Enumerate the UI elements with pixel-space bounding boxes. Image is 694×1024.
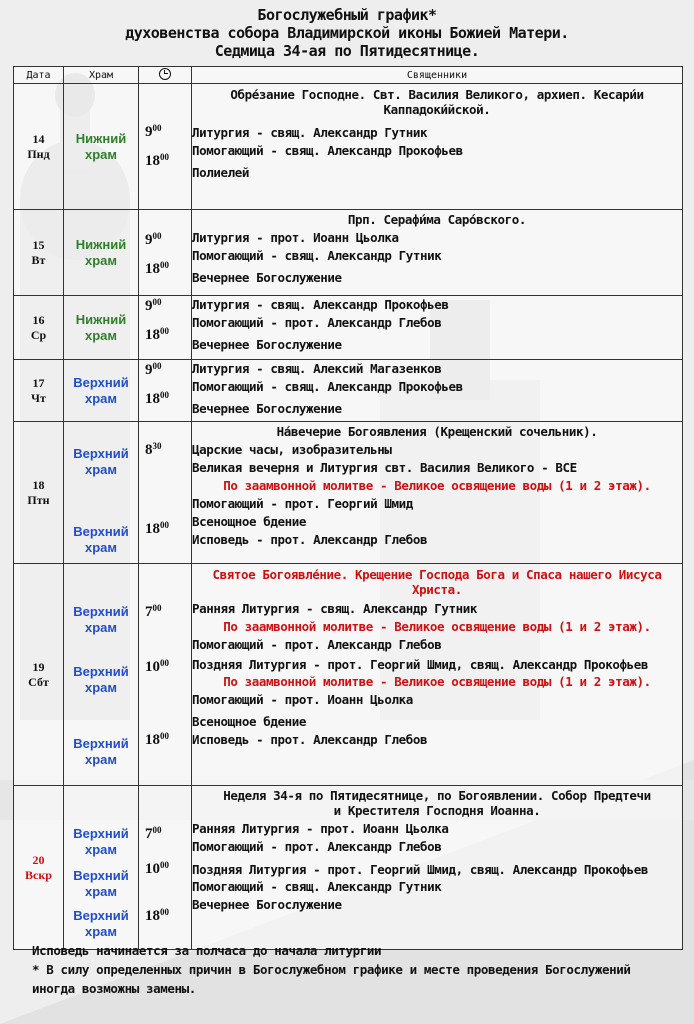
- hram-cell: [64, 84, 139, 210]
- changes-note: * В силу определенных причин в Богослужебном графике и месте проведения Богослужений иногда возможны замены.: [32, 962, 631, 996]
- weekday: Вт: [31, 252, 46, 267]
- date-cell: [14, 422, 64, 564]
- time-3: $18^{00}$: [145, 907, 169, 924]
- feast-title: На́вечерие Богоявления (Крещенский сочельник).: [276, 424, 598, 439]
- water-blessing-note: По заамвонной молитве - Великое освящение воды (1 и 2 этаж).: [223, 478, 651, 493]
- feast-title: Святое Богоявле́ние. Крещение Господа Бога и Спаса нашего Иисуса Христа.: [212, 567, 662, 597]
- service-line: Литургия - свящ. Алексий Магазенков: [192, 361, 442, 376]
- hram-cell: [64, 210, 139, 296]
- hram-cell: [64, 564, 139, 786]
- service-line: Помогающий - прот. Александр Глебов: [192, 839, 442, 854]
- hram-cell: [64, 296, 139, 360]
- date-cell: [14, 360, 64, 422]
- time-1: $7^{00}$: [145, 603, 162, 620]
- clergy-cell: [192, 422, 683, 564]
- hram-label: Верхний храм: [73, 446, 129, 477]
- service-line: Ранняя Литургия - свящ. Александр Гутник: [192, 601, 478, 616]
- hram-label: Нижний храм: [75, 130, 127, 162]
- hram-cell: [64, 360, 139, 422]
- weekday: Пнд: [27, 146, 50, 161]
- service-line: Помогающий - свящ. Александр Гутник: [192, 248, 442, 263]
- hram-label: Верхний храм: [73, 374, 129, 406]
- time-1: $7^{00}$: [145, 825, 162, 842]
- water-blessing-note: По заамвонной молитве - Великое освящение воды (1 и 2 этаж).: [223, 619, 651, 634]
- weekday: Сбт: [28, 674, 49, 689]
- clergy-cell: [192, 296, 683, 360]
- footer-notes: [32, 941, 672, 998]
- service-line: Великая вечерня и Литургия свт. Василия Великого - ВСЕ: [192, 460, 577, 475]
- service-line: Литургия - прот. Иоанн Цьолка: [192, 230, 399, 245]
- service-line: Всенощное бдение: [192, 514, 307, 529]
- time-1: $8^{30}$: [145, 441, 162, 458]
- day-number: 17: [32, 375, 45, 390]
- time-2: $10^{00}$: [145, 658, 169, 675]
- service-line: Вечернее Богослужение: [192, 270, 342, 285]
- day-row-17: [14, 360, 683, 422]
- time-cell: [139, 210, 192, 296]
- hram-cell: [64, 422, 139, 564]
- service-line: Литургия - свящ. Александр Гутник: [192, 125, 428, 140]
- time-2: $18^{00}$: [145, 520, 169, 537]
- service-line: Вечернее Богослужение: [192, 337, 342, 352]
- service-line: Исповедь - прот. Александр Глебов: [192, 732, 428, 747]
- schedule-table: [13, 66, 683, 950]
- date-cell: [14, 210, 64, 296]
- service-line: Ранняя Литургия - прот. Иоанн Цьолка: [192, 821, 449, 836]
- weekday: Чт: [31, 390, 46, 405]
- clergy-cell: [192, 564, 683, 786]
- weekday: Ср: [30, 327, 47, 342]
- time-cell: [139, 564, 192, 786]
- time-cell: [139, 422, 192, 564]
- time-cell: [139, 296, 192, 360]
- col-date: Дата: [14, 67, 64, 84]
- col-hram: Храм: [64, 67, 139, 84]
- service-line: Поздняя Литургия - прот. Георгий Шмид, свящ. Александр Прокофьев: [192, 862, 649, 877]
- hram-label: Верхний храм: [73, 736, 129, 767]
- service-line: Царские часы, изобразительны: [192, 442, 392, 457]
- service-line: Поздняя Литургия - прот. Георгий Шмид, свящ. Александр Прокофьев: [192, 657, 649, 672]
- clergy-cell: [192, 84, 683, 210]
- time-1: $9^{00}$: [145, 123, 162, 140]
- day-row-20: [14, 786, 683, 950]
- service-line: Помогающий - свящ. Александр Прокофьев: [192, 143, 463, 158]
- day-row-16: [14, 296, 683, 360]
- date-cell: [14, 296, 64, 360]
- title-line-1: Богослужебный график*: [257, 6, 437, 24]
- col-time: [139, 67, 192, 84]
- service-line: Всенощное бдение: [192, 714, 307, 729]
- weekday: Вскр: [25, 867, 52, 882]
- clergy-cell: [192, 210, 683, 296]
- clergy-cell: [192, 360, 683, 422]
- document-title: [0, 0, 694, 60]
- table-header-row: [14, 67, 683, 84]
- col-clergy: Священники: [192, 67, 683, 84]
- time-2: $18^{00}$: [145, 390, 169, 407]
- service-line: Помогающий - прот. Александр Глебов: [192, 315, 442, 330]
- hram-label: Нижний храм: [75, 236, 127, 268]
- clock-icon: [159, 68, 171, 80]
- service-line: Вечернее Богослужение: [192, 897, 342, 912]
- hram-label: Верхний храм: [73, 664, 129, 695]
- day-number: 19: [32, 659, 45, 674]
- date-cell: [14, 84, 64, 210]
- service-line: Помогающий - свящ. Александр Гутник: [192, 879, 442, 894]
- title-line-3: Седмица 34-ая по Пятидесятнице.: [214, 42, 480, 60]
- time-3: $18^{00}$: [145, 731, 169, 748]
- day-number: 14: [32, 131, 45, 146]
- clergy-cell: [192, 786, 683, 950]
- service-line: Помогающий - прот. Иоанн Цьолка: [192, 692, 413, 707]
- day-number: 20: [32, 852, 45, 867]
- hram-label: Верхний храм: [73, 826, 129, 857]
- feast-title: Прп. Серафи́ма Саро́вского.: [347, 212, 527, 227]
- hram-label: Верхний храм: [73, 524, 129, 555]
- date-cell: [14, 786, 64, 950]
- time-1: $9^{00}$: [145, 297, 162, 314]
- time-2: $18^{00}$: [145, 260, 169, 277]
- time-1: $9^{00}$: [145, 231, 162, 248]
- service-line: Помогающий - прот. Александр Глебов: [192, 637, 442, 652]
- time-cell: [139, 786, 192, 950]
- time-cell: [139, 84, 192, 210]
- hram-label: Верхний храм: [73, 604, 129, 635]
- hram-cell: [64, 786, 139, 950]
- time-2: $18^{00}$: [145, 326, 169, 343]
- date-cell: [14, 564, 64, 786]
- service-line: Помогающий - прот. Георгий Шмид: [192, 496, 413, 511]
- service-line: Вечернее Богослужение: [192, 401, 342, 416]
- day-number: 15: [32, 237, 45, 252]
- service-line: Литургия - свящ. Александр Прокофьев: [192, 297, 449, 312]
- feast-title: Неделя 34-я по Пятидесятнице, по Богоявлении. Собор Предтечи и Крестителя Господня Иоанна.: [223, 788, 651, 818]
- hram-label: Нижний храм: [75, 311, 127, 343]
- weekday: Птн: [27, 492, 50, 507]
- service-line: Исповедь - прот. Александр Глебов: [192, 532, 428, 547]
- service-line: Полиелей: [192, 165, 250, 180]
- time-cell: [139, 360, 192, 422]
- day-number: 18: [32, 477, 45, 492]
- day-row-15: [14, 210, 683, 296]
- time-2: $18^{00}$: [145, 152, 169, 169]
- confession-note: Исповедь начинается за полчаса до начала литургии: [32, 943, 382, 958]
- day-row-19: [14, 564, 683, 786]
- water-blessing-note: По заамвонной молитве - Великое освящение воды (1 и 2 этаж).: [223, 674, 651, 689]
- day-number: 16: [32, 312, 45, 327]
- day-row-18: [14, 422, 683, 564]
- service-line: Помогающий - свящ. Александр Прокофьев: [192, 379, 463, 394]
- time-2: $10^{00}$: [145, 860, 169, 877]
- time-1: $9^{00}$: [145, 361, 162, 378]
- hram-label: Верхний храм: [73, 868, 129, 899]
- feast-title: Обре́зание Господне. Свт. Василия Великого, архиеп. Кесари́и Каппадоки́йской.: [230, 87, 644, 117]
- hram-label: Верхний храм: [73, 908, 129, 939]
- title-line-2: духовенства собора Владимирской иконы Божией Матери.: [125, 24, 569, 42]
- day-row-14: [14, 84, 683, 210]
